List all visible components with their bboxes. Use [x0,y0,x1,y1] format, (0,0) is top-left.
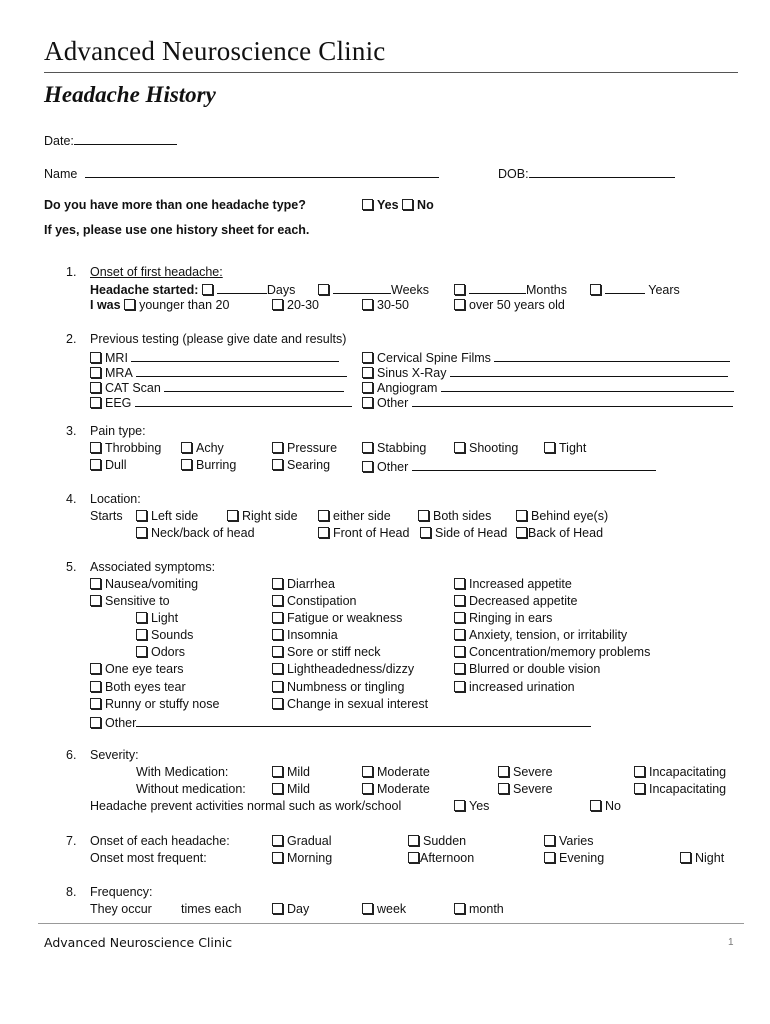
checkbox[interactable] [272,663,283,674]
checkbox[interactable] [136,510,147,521]
checkbox[interactable] [362,367,373,378]
symptom-label: Fatigue or weakness [287,611,403,625]
location-option[interactable] [136,526,255,540]
symptom-option[interactable] [454,662,600,676]
age-option-4[interactable] [454,298,565,312]
severity-label: Severe [513,782,553,796]
test-cervical[interactable] [362,349,730,365]
location-label: either side [333,509,391,523]
location-label: Behind eye(s) [531,509,609,523]
pain-option[interactable] [454,441,518,455]
location-option[interactable] [420,526,507,540]
symptom-option[interactable] [272,645,381,659]
onset-label: Night [695,851,725,865]
pain-label: Tight [559,441,587,455]
test-label: Other [377,396,409,410]
checkbox[interactable] [454,284,465,295]
section-number: 1. [66,265,77,279]
symptom-option[interactable] [136,611,178,625]
severity-label: Moderate [377,782,430,796]
test-line[interactable] [131,349,339,362]
severity-label: Mild [287,765,310,779]
symptom-option[interactable] [272,577,335,591]
checkbox[interactable] [90,397,101,408]
years-option[interactable] [590,281,680,297]
test-mri[interactable] [90,349,339,365]
checkbox[interactable] [590,284,601,295]
symptom-label: Concentration/memory problems [469,645,651,659]
test-mra[interactable] [90,364,347,380]
checkbox[interactable] [498,783,509,794]
symptom-option[interactable] [272,628,338,642]
severity-option[interactable] [362,782,430,796]
header-rule [44,72,738,73]
checkbox[interactable] [272,629,283,640]
checkbox[interactable] [90,578,101,589]
frequency-label: month [469,902,504,916]
yes-label: Yes [469,799,490,813]
pain-option-other[interactable] [362,458,656,474]
pain-label: Other [377,460,409,474]
symptom-label: Change in sexual interest [287,697,429,711]
test-line[interactable] [441,379,734,392]
checkbox[interactable] [272,646,283,657]
section-number: 5. [66,560,77,574]
onset-option[interactable] [408,834,466,848]
symptom-label: One eye tears [105,662,184,676]
footer-clinic: Advanced Neuroscience Clinic [44,935,233,950]
weeks-label: Weeks [391,283,429,297]
test-label: MRA [105,366,133,380]
location-label: Side of Head [435,526,508,540]
checkbox[interactable] [454,681,465,692]
checkbox[interactable] [272,578,283,589]
prevent-no[interactable] [590,799,621,813]
onset-label: Sudden [423,834,467,848]
symptom-option[interactable] [454,611,552,625]
section-number: 4. [66,492,77,506]
symptom-option[interactable] [272,662,414,676]
checkbox[interactable] [408,852,419,863]
checkbox[interactable] [362,299,373,310]
symptom-label: Increased appetite [469,577,572,591]
severity-option[interactable] [272,782,310,796]
symptom-option[interactable] [90,594,170,608]
checkbox[interactable] [90,442,101,453]
name-field[interactable] [44,165,439,181]
symptom-option[interactable] [90,697,219,711]
checkbox[interactable] [90,663,101,674]
checkbox[interactable] [272,766,283,777]
times-each-label: times each [181,902,242,916]
checkbox[interactable] [454,612,465,623]
starts-label: Starts [90,509,123,523]
started-label: Headache started: [90,283,199,297]
checkbox[interactable] [362,199,373,210]
checkbox[interactable] [272,442,283,453]
age-option-3[interactable] [362,298,409,312]
section-title: Location: [90,492,141,506]
checkbox[interactable] [90,382,101,393]
symptom-label: Nausea/vomiting [105,577,199,591]
checkbox[interactable] [418,510,429,521]
symptom-label: Blurred or double vision [469,662,601,676]
checkbox[interactable] [454,663,465,674]
checkbox[interactable] [272,698,283,709]
checkbox[interactable] [454,800,465,811]
checkbox[interactable] [680,852,691,863]
onset-option[interactable] [680,851,724,865]
clinic-name: Advanced Neuroscience Clinic [44,36,386,66]
checkbox[interactable] [272,835,283,846]
symptom-label: Other [105,716,137,730]
checkbox[interactable] [516,527,527,538]
severity-label: Incapacitating [649,765,727,779]
pain-option[interactable] [90,458,127,472]
section-number: 2. [66,332,77,346]
severity-label: Incapacitating [649,782,727,796]
symptom-label: Decreased appetite [469,594,578,608]
pain-label: Shooting [469,441,519,455]
pain-other-line[interactable] [412,458,656,471]
checkbox[interactable] [362,766,373,777]
onset-option[interactable] [272,834,331,848]
section-title: Associated symptoms: [90,560,216,574]
months-line[interactable] [469,281,526,294]
checkbox[interactable] [124,299,135,310]
checkbox[interactable] [408,835,419,846]
page-title: Headache History [44,82,216,107]
years-label: Years [648,283,680,297]
checkbox[interactable] [272,299,283,310]
severity-label: Severe [513,765,553,779]
test-angiogram[interactable] [362,379,734,395]
test-label: Cervical Spine Films [377,351,491,365]
section-number: 7. [66,834,77,848]
symptom-label: Insomnia [287,628,338,642]
test-label: EEG [105,396,132,410]
date-label: Date: [44,134,74,148]
symptom-option[interactable] [454,577,572,591]
checkbox[interactable] [136,646,147,657]
test-label: MRI [105,351,128,365]
pain-label: Searing [287,458,331,472]
pain-option[interactable] [90,441,161,455]
checkbox[interactable] [272,783,283,794]
pain-option[interactable] [181,458,236,472]
symptom-label: Odors [151,645,186,659]
symptom-option[interactable] [272,594,357,608]
test-label: Sinus X-Ray [377,366,447,380]
multi-type-options[interactable] [362,198,434,212]
section-number: 3. [66,424,77,438]
checkbox[interactable] [90,595,101,606]
checkbox[interactable] [454,578,465,589]
checkbox[interactable] [202,284,213,295]
severity-option[interactable] [272,765,310,779]
checkbox[interactable] [90,352,101,363]
test-eeg[interactable] [90,394,352,410]
age-option-2[interactable] [272,298,319,312]
pain-option[interactable] [272,458,330,472]
onset-option[interactable] [272,851,332,865]
iwas-label: I was [90,298,121,312]
age-option: over 50 years old [469,298,565,312]
age-option: 20-30 [287,298,319,312]
checkbox[interactable] [136,612,147,623]
severity-option[interactable] [362,765,430,779]
onset-label: Evening [559,851,605,865]
checkbox[interactable] [454,903,465,914]
severity-label: Mild [287,782,310,796]
onset-option[interactable] [544,834,594,848]
symptom-label: increased urination [469,680,575,694]
checkbox[interactable] [454,442,465,453]
checkbox[interactable] [272,612,283,623]
symptom-label: Sounds [151,628,194,642]
checkbox[interactable] [90,367,101,378]
checkbox[interactable] [272,903,283,914]
symptom-label: Diarrhea [287,577,335,591]
symptom-label: Constipation [287,594,357,608]
symptom-option[interactable] [454,680,575,694]
onset-option[interactable] [544,851,604,865]
years-line[interactable] [605,281,645,294]
symptom-label: Sensitive to [105,594,170,608]
symptom-option[interactable] [90,680,186,694]
pain-label: Throbbing [105,441,162,455]
days-line[interactable] [217,281,267,294]
symptom-label: Ringing in ears [469,611,553,625]
name-label: Name [44,167,78,181]
checkbox[interactable] [544,442,555,453]
checkbox[interactable] [454,299,465,310]
checkbox[interactable] [318,284,329,295]
checkbox[interactable] [544,852,555,863]
test-line[interactable] [412,394,733,407]
symptom-option[interactable] [454,594,577,608]
onset-frequent-label: Onset most frequent: [90,851,207,865]
location-label: Back of Head [528,526,604,540]
checkbox[interactable] [318,510,329,521]
checkbox[interactable] [90,459,101,470]
checkbox[interactable] [136,629,147,640]
checkbox[interactable] [420,527,431,538]
checkbox[interactable] [634,766,645,777]
frequency-option[interactable] [362,902,406,916]
severity-option[interactable] [634,765,726,779]
location-label: Right side [242,509,298,523]
symptom-option[interactable] [90,577,198,591]
test-cat[interactable] [90,379,344,395]
page-number: 1 [728,937,734,948]
severity-option[interactable] [498,765,553,779]
test-line[interactable] [136,364,347,377]
no-label: No [417,198,434,212]
symptom-option[interactable] [272,611,402,625]
symptom-label: Lightheadedness/dizzy [287,662,415,676]
location-label: Both sides [433,509,492,523]
location-label: Neck/back of head [151,526,255,540]
pain-option[interactable] [272,441,337,455]
onset-option[interactable] [408,851,474,865]
frequency-option[interactable] [454,902,504,916]
checkbox[interactable] [318,527,329,538]
age-row-start[interactable] [90,298,229,312]
test-line[interactable] [135,394,352,407]
section-title: Previous testing (please give date and results) [90,332,347,346]
checkbox[interactable] [454,629,465,640]
severity-label: Moderate [377,765,430,779]
symptom-option[interactable] [454,628,627,642]
frequency-option[interactable] [272,902,309,916]
prevent-yes[interactable] [454,799,489,813]
checkbox[interactable] [181,459,192,470]
checkbox[interactable] [181,442,192,453]
checkbox[interactable] [272,852,283,863]
symptom-label: Both eyes tear [105,680,186,694]
section-number: 6. [66,748,77,762]
checkbox[interactable] [362,783,373,794]
frequency-label: Day [287,902,310,916]
symptom-option[interactable] [136,645,185,659]
test-line[interactable] [450,364,728,377]
checkbox[interactable] [516,510,527,521]
checkbox[interactable] [454,595,465,606]
pain-label: Stabbing [377,441,427,455]
checkbox[interactable] [136,527,147,538]
checkbox[interactable] [272,681,283,692]
section-title: Severity: [90,748,139,762]
weeks-option[interactable] [318,281,429,297]
checkbox[interactable] [227,510,238,521]
checkbox[interactable] [402,199,413,210]
name-line[interactable] [85,165,439,178]
location-option[interactable] [516,509,608,523]
age-option: 30-50 [377,298,409,312]
location-option[interactable] [227,509,298,523]
dob-label: DOB: [498,167,529,181]
months-label: Months [526,283,567,297]
severity-option[interactable] [634,782,726,796]
test-line[interactable] [164,379,344,392]
weeks-line[interactable] [333,281,391,294]
section-number: 8. [66,885,77,899]
prevent-question: Headache prevent activities normal such as work/school [90,799,402,813]
pain-option[interactable] [544,441,586,455]
days-label: Days [266,283,296,297]
checkbox[interactable] [544,835,555,846]
checkbox[interactable] [634,783,645,794]
checkbox[interactable] [362,442,373,453]
test-line[interactable] [494,349,730,362]
onset-label: Morning [287,851,333,865]
onset-label: Varies [559,834,594,848]
location-option[interactable] [318,509,391,523]
checkbox[interactable] [498,766,509,777]
symptom-option[interactable] [272,697,428,711]
symptom-option[interactable] [454,645,650,659]
without-med-label: Without medication: [136,782,246,796]
location-option[interactable] [318,526,409,540]
symptom-label: Sore or stiff neck [287,645,381,659]
severity-option[interactable] [498,782,553,796]
months-option[interactable] [454,281,567,297]
checkbox[interactable] [272,595,283,606]
checkbox[interactable] [362,903,373,914]
checkbox[interactable] [454,646,465,657]
location-label: Front of Head [333,526,410,540]
test-label: CAT Scan [105,381,161,395]
date-field[interactable] [44,132,177,148]
pain-label: Achy [196,441,224,455]
occur-label: They occur [90,902,152,916]
symptom-option[interactable] [90,662,184,676]
symptom-label: Anxiety, tension, or irritability [469,628,628,642]
section-title: Pain type: [90,424,146,438]
checkbox[interactable] [90,717,101,728]
symptom-label: Runny or stuffy nose [105,697,220,711]
pain-label: Burring [196,458,237,472]
symptom-option[interactable] [136,628,193,642]
test-other[interactable] [362,394,733,410]
test-sinus[interactable] [362,364,728,380]
pain-option[interactable] [181,441,224,455]
onset-label: Gradual [287,834,332,848]
checkbox[interactable] [590,800,601,811]
intro-note: If yes, please use one history sheet for each. [44,223,310,237]
symptom-label: Numbness or tingling [287,680,405,694]
checkbox[interactable] [362,382,373,393]
footer-rule [38,923,744,924]
checkbox[interactable] [362,461,373,472]
pain-option[interactable] [362,441,426,455]
symptom-other-line[interactable] [136,714,591,727]
location-option[interactable] [418,509,491,523]
onset-label: Afternoon [420,851,475,865]
location-label: Left side [151,509,199,523]
location-option[interactable] [516,526,603,540]
section-title: Frequency: [90,885,153,899]
no-label: No [605,799,621,813]
section-title: Onset of first headache: [90,265,223,279]
checkbox[interactable] [90,681,101,692]
checkbox[interactable] [272,459,283,470]
yes-label: Yes [377,198,399,212]
checkbox[interactable] [362,397,373,408]
symptom-option[interactable] [272,680,404,694]
multi-type-question: Do you have more than one headache type? [44,198,306,212]
onset-each-label: Onset of each headache: [90,834,230,848]
age-option: younger than 20 [139,298,230,312]
symptom-label: Light [151,611,179,625]
headache-started-row [90,281,295,297]
with-med-label: With Medication: [136,765,229,779]
frequency-label: week [377,902,407,916]
location-option[interactable] [136,509,198,523]
checkbox[interactable] [362,352,373,363]
dob-line[interactable] [529,165,675,178]
symptom-option-other[interactable] [90,714,591,730]
pain-label: Pressure [287,441,338,455]
pain-label: Dull [105,458,127,472]
dob-field[interactable] [498,165,675,181]
date-line[interactable] [74,132,177,145]
test-label: Angiogram [377,381,438,395]
checkbox[interactable] [90,698,101,709]
